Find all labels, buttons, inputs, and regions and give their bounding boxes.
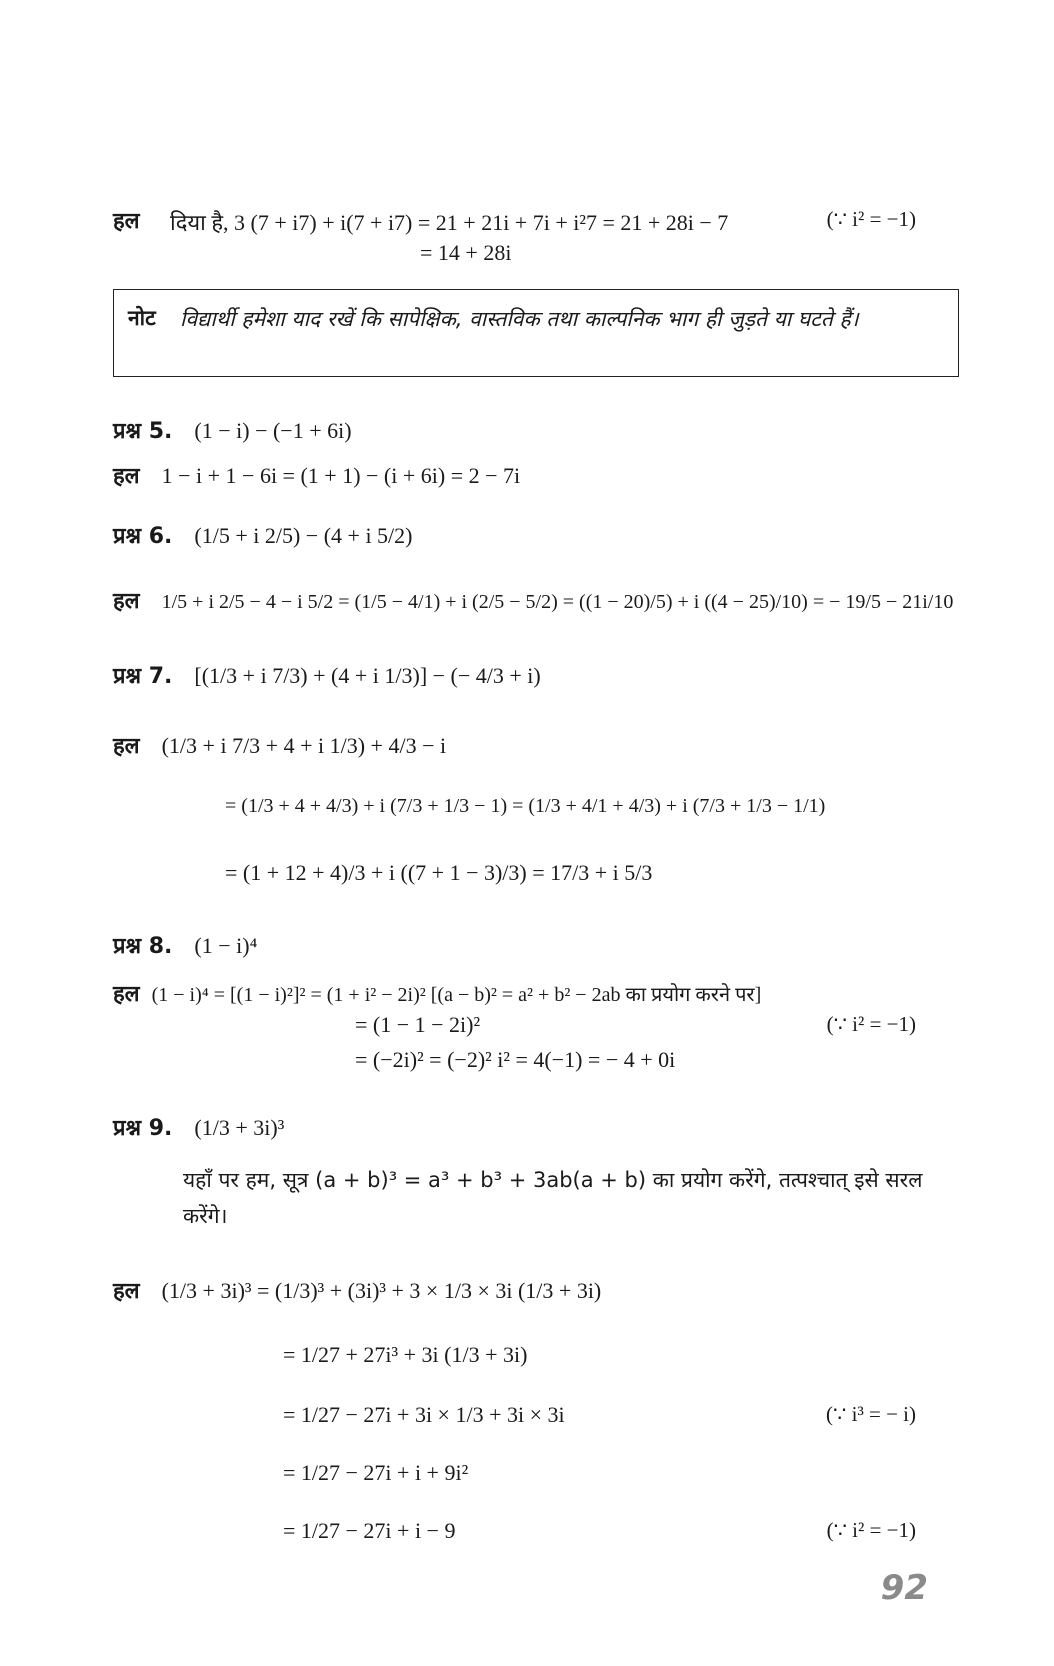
- solution-label: हल: [113, 209, 140, 234]
- solution-7-label: हल: [113, 734, 140, 759]
- solution-9-step-1: (1/3 + 3i)³ = (1/3)³ + (3i)³ + 3 × 1/3 × 3i (1/3 + 3i): [161, 1278, 602, 1303]
- solution-9-step-4: = 1/27 − 27i + i + 9i²: [283, 1460, 469, 1485]
- solution-8-label: हल: [113, 982, 140, 1007]
- note-box: [113, 289, 959, 377]
- solution-7: [113, 730, 446, 760]
- question-6-expression: (1/5 + i 2/5) − (4 + i 5/2): [194, 523, 413, 548]
- justification-1: (∵ i² = −1): [826, 207, 916, 231]
- solution-6-label: हल: [113, 589, 140, 614]
- question-8-expression: (1 − i)⁴: [194, 933, 258, 958]
- question-7-label: प्रश्न 7.: [113, 664, 173, 689]
- question-5: [113, 415, 352, 445]
- solution-6: [113, 585, 953, 615]
- page-number: 92: [880, 1568, 928, 1608]
- question-9-expression: (1/3 + 3i)³: [194, 1115, 285, 1140]
- solution-8-step-2: = (1 − 1 − 2i)²: [355, 1012, 481, 1037]
- solution-8-step-1: (1 − i)⁴ = [(1 − i)²]² = (1 + i² − 2i)² [(a − b)² = a² + b² − 2ab का प्रयोग करने पर]: [151, 984, 762, 1006]
- solution-line-2: = 14 + 28i: [420, 240, 512, 265]
- solution-9: [113, 1275, 601, 1305]
- question-9: [113, 1112, 284, 1142]
- question-6: [113, 520, 413, 550]
- solution-9-step-2: = 1/27 + 27i³ + 3i (1/3 + 3i): [283, 1342, 528, 1367]
- question-5-label: प्रश्न 5.: [113, 419, 173, 444]
- solution-5-label: हल: [113, 464, 140, 489]
- justification-8: (∵ i² = −1): [826, 1012, 916, 1036]
- solution-9-step-5: = 1/27 − 27i + i − 9: [283, 1518, 456, 1543]
- question-7-expression: [(1/3 + i 7/3) + (4 + i 1/3)] − (− 4/3 + i): [194, 663, 541, 688]
- note-text: विद्यार्थी हमेशा याद रखें कि सापेक्षिक, वास्तविक तथा काल्पनिक भाग ही जुड़ते या घटते हैं।: [180, 307, 859, 331]
- solution-5: [113, 460, 520, 490]
- solution-7-step-1: (1/3 + i 7/3 + 4 + i 1/3) + 4/3 − i: [161, 733, 447, 758]
- question-9-paragraph: यहाँ पर हम, सूत्र (a + b)³ = a³ + b³ + 3ab(a + b) का प्रयोग करेंगे, तत्पश्चात् इसे सरल करेंगे।: [183, 1168, 923, 1228]
- note-label: नोट: [128, 306, 156, 330]
- justification-9a: (∵ i³ = − i): [826, 1402, 916, 1426]
- question-7: [113, 660, 541, 690]
- solution-6-expression: 1/5 + i 2/5 − 4 − i 5/2 = (1/5 − 4/1) + i (2/5 − 5/2) = ((1 − 20)/5) + i ((4 − 25)/10) = − 19/5 − 21i/10: [161, 591, 954, 613]
- question-8-label: प्रश्न 8.: [113, 934, 173, 959]
- question-8: [113, 930, 257, 960]
- question-6-label: प्रश्न 6.: [113, 524, 173, 549]
- solution-5-expression: 1 − i + 1 − 6i = (1 + 1) − (i + 6i) = 2 − 7i: [161, 463, 521, 488]
- solution-9-step-3: = 1/27 − 27i + 3i × 1/3 + 3i × 3i: [283, 1402, 565, 1427]
- solution-8-step-3: = (−2i)² = (−2)² i² = 4(−1) = − 4 + 0i: [355, 1047, 676, 1072]
- solution-7-step-2: = (1/3 + 4 + 4/3) + i (7/3 + 1/3 − 1) = (1/3 + 4/1 + 4/3) + i (7/3 + 1/3 − 1/1): [225, 795, 826, 817]
- solution-7-step-3: = (1 + 12 + 4)/3 + i ((7 + 1 − 3)/3) = 17/3 + i 5/3: [225, 860, 653, 885]
- solution-8: [113, 978, 761, 1008]
- solution-line-1: दिया है, 3 (7 + i7) + i(7 + i7) = 21 + 21i + 7i + i²7 = 21 + 28i − 7: [170, 210, 729, 235]
- solution-9-label: हल: [113, 1279, 140, 1304]
- question-9-label: प्रश्न 9.: [113, 1116, 173, 1141]
- question-5-expression: (1 − i) − (−1 + 6i): [194, 418, 352, 443]
- justification-9b: (∵ i² = −1): [826, 1518, 916, 1542]
